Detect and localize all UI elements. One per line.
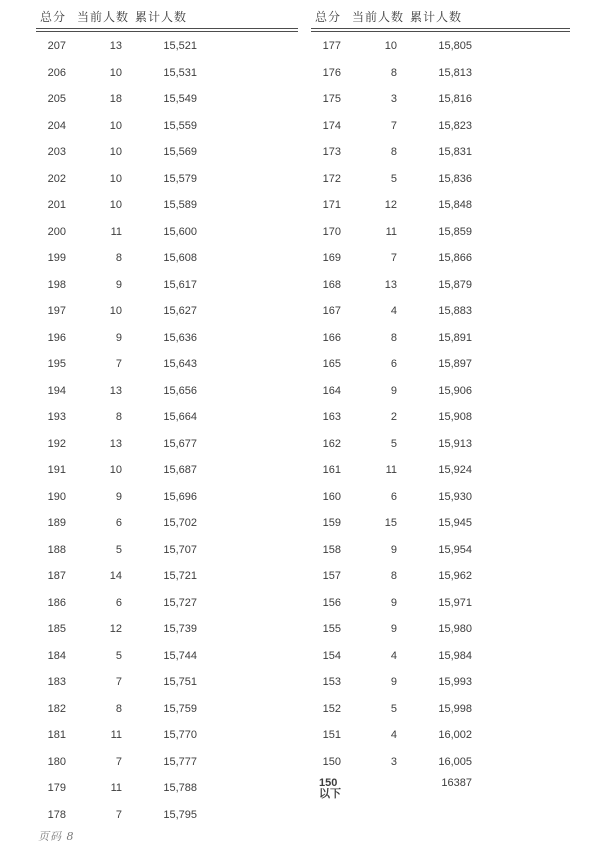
column-header-cumulative-count: 累计人数 — [135, 10, 188, 24]
table-row — [311, 537, 570, 564]
column-header-score: 总分 — [315, 10, 342, 24]
cumulative-count-cell: 15,816 — [438, 93, 472, 106]
cumulative-count-cell: 16,005 — [438, 755, 472, 768]
cumulative-count-cell: 16,002 — [438, 729, 472, 742]
score-cell: 184 — [47, 649, 66, 662]
score-cell: 160 — [322, 490, 341, 503]
cumulative-count-cell: 15,823 — [438, 119, 472, 132]
current-count-cell: 5 — [115, 649, 122, 662]
current-count-cell: 10 — [109, 146, 122, 159]
current-count-cell: 10 — [109, 119, 122, 132]
table-row — [311, 590, 570, 617]
table-row — [311, 245, 570, 272]
cumulative-count-cell: 15,945 — [438, 517, 472, 530]
table-row — [311, 431, 570, 458]
table-row — [36, 484, 298, 511]
score-cell: 174 — [322, 119, 341, 132]
current-count-cell: 8 — [390, 146, 397, 159]
current-count-cell: 11 — [110, 225, 122, 238]
score-cell: 192 — [47, 437, 66, 450]
score-cell: 150 — [322, 755, 341, 768]
table-row — [36, 537, 298, 564]
cumulative-count-cell: 15,908 — [438, 411, 472, 424]
score-cell: 190 — [47, 490, 66, 503]
score-cell: 206 — [47, 66, 66, 79]
current-count-cell: 10 — [109, 66, 122, 79]
score-cell: 168 — [322, 278, 341, 291]
score-cell: 202 — [47, 172, 66, 185]
column-header-current-count: 当前人数 — [352, 10, 405, 24]
current-count-cell: 7 — [115, 808, 122, 821]
score-cell: 171 — [322, 199, 341, 212]
table-row — [36, 722, 298, 749]
table-row — [36, 431, 298, 458]
cumulative-count-cell: 15,677 — [163, 437, 197, 450]
current-count-cell: 3 — [390, 93, 397, 106]
score-cell: 179 — [47, 782, 66, 795]
current-count-cell: 9 — [390, 676, 397, 689]
table-row — [36, 378, 298, 405]
score-cell: 187 — [47, 570, 66, 583]
current-count-cell: 13 — [109, 384, 122, 397]
table-row — [311, 272, 570, 299]
score-cell: 182 — [47, 702, 66, 715]
table-row — [36, 802, 298, 829]
table-row — [311, 378, 570, 405]
score-cell: 185 — [47, 623, 66, 636]
score-cell: 150以下 — [319, 777, 341, 800]
cumulative-count-cell: 15,924 — [438, 464, 472, 477]
table-row — [311, 219, 570, 246]
score-cell: 162 — [322, 437, 341, 450]
score-cell: 166 — [322, 331, 341, 344]
score-cell: 153 — [322, 676, 341, 689]
score-table-right — [311, 6, 570, 800]
table-body-left — [36, 32, 298, 828]
table-row — [36, 590, 298, 617]
score-cell: 173 — [322, 146, 341, 159]
current-count-cell: 8 — [115, 411, 122, 424]
table-row — [36, 33, 298, 60]
current-count-cell: 14 — [109, 570, 122, 583]
current-count-cell: 13 — [384, 278, 397, 291]
current-count-cell: 9 — [390, 623, 397, 636]
score-cell: 207 — [47, 40, 66, 53]
cumulative-count-cell: 15,813 — [438, 66, 472, 79]
table-row — [311, 33, 570, 60]
table-row — [311, 325, 570, 352]
score-cell: 172 — [322, 172, 341, 185]
current-count-cell: 13 — [109, 437, 122, 450]
table-row — [311, 86, 570, 113]
table-row — [36, 245, 298, 272]
score-cell: 158 — [322, 543, 341, 556]
score-cell: 188 — [47, 543, 66, 556]
score-cell: 175 — [322, 93, 341, 106]
table-row — [311, 510, 570, 537]
score-cell: 197 — [47, 305, 66, 318]
score-cell: 186 — [47, 596, 66, 609]
cumulative-count-cell: 15,962 — [438, 570, 472, 583]
score-cell: 163 — [322, 411, 341, 424]
table-body-right — [311, 32, 570, 775]
current-count-cell: 9 — [115, 331, 122, 344]
table-row — [36, 457, 298, 484]
cumulative-count-cell: 15,751 — [163, 676, 197, 689]
table-row — [36, 775, 298, 802]
cumulative-count-cell: 15,891 — [438, 331, 472, 344]
score-cell: 152 — [322, 702, 341, 715]
cumulative-count-cell: 15,795 — [163, 808, 197, 821]
current-count-cell: 10 — [109, 464, 122, 477]
score-cell: 196 — [47, 331, 66, 344]
cumulative-count-cell: 15,608 — [163, 252, 197, 265]
current-count-cell: 8 — [390, 331, 397, 344]
cumulative-count-cell: 15,971 — [438, 596, 472, 609]
score-cell: 189 — [47, 517, 66, 530]
column-header-cumulative-count: 累计人数 — [410, 10, 463, 24]
current-count-cell: 7 — [390, 252, 397, 265]
score-cell: 170 — [322, 225, 341, 238]
score-cell: 195 — [47, 358, 66, 371]
cumulative-count-cell: 15,687 — [163, 464, 197, 477]
score-cell: 204 — [47, 119, 66, 132]
table-row — [311, 404, 570, 431]
column-header-current-count: 当前人数 — [77, 10, 130, 24]
column-header-score: 总分 — [40, 10, 67, 24]
current-count-cell: 15 — [384, 517, 397, 530]
cumulative-count-cell: 15,589 — [163, 199, 197, 212]
score-cell: 177 — [322, 40, 341, 53]
table-row — [36, 696, 298, 723]
cumulative-count-cell: 15,600 — [163, 225, 197, 238]
score-cell: 193 — [47, 411, 66, 424]
cumulative-count-cell: 15,993 — [438, 676, 472, 689]
score-cell: 169 — [322, 252, 341, 265]
table-row — [311, 749, 570, 776]
page-number-footer: 页码 8 — [38, 830, 75, 843]
current-count-cell: 3 — [390, 755, 397, 768]
score-cell: 157 — [322, 570, 341, 583]
current-count-cell: 8 — [115, 702, 122, 715]
table-row — [311, 563, 570, 590]
table-row — [36, 298, 298, 325]
table-row — [311, 457, 570, 484]
score-cell: 200 — [47, 225, 66, 238]
table-row — [36, 86, 298, 113]
table-row — [311, 298, 570, 325]
current-count-cell: 9 — [115, 278, 122, 291]
score-cell: 191 — [47, 464, 66, 477]
current-count-cell: 11 — [110, 782, 122, 795]
score-cell: 205 — [47, 93, 66, 106]
table-row — [36, 643, 298, 670]
cumulative-count-cell: 15,569 — [163, 146, 197, 159]
cumulative-count-cell: 15,559 — [163, 119, 197, 132]
score-cell: 167 — [322, 305, 341, 318]
cumulative-count-cell: 15,984 — [438, 649, 472, 662]
table-row — [36, 616, 298, 643]
cumulative-count-cell: 15,906 — [438, 384, 472, 397]
cumulative-count-cell: 15,883 — [438, 305, 472, 318]
current-count-cell: 10 — [384, 40, 397, 53]
current-count-cell: 6 — [390, 358, 397, 371]
table-row — [36, 272, 298, 299]
current-count-cell: 9 — [115, 490, 122, 503]
cumulative-count-cell: 15,777 — [163, 755, 197, 768]
cumulative-count-cell: 15,696 — [163, 490, 197, 503]
current-count-cell: 11 — [385, 225, 397, 238]
current-count-cell: 10 — [109, 172, 122, 185]
current-count-cell: 6 — [390, 490, 397, 503]
current-count-cell: 7 — [115, 755, 122, 768]
score-table-left — [36, 6, 298, 828]
score-cell: 203 — [47, 146, 66, 159]
current-count-cell: 6 — [115, 517, 122, 530]
table-row — [36, 404, 298, 431]
table-row — [311, 669, 570, 696]
cumulative-count-cell: 15,954 — [438, 543, 472, 556]
score-cell: 154 — [322, 649, 341, 662]
current-count-cell: 10 — [109, 199, 122, 212]
cumulative-count-cell: 15,879 — [438, 278, 472, 291]
table-row — [36, 563, 298, 590]
cumulative-count-cell: 15,805 — [438, 40, 472, 53]
table-row — [311, 351, 570, 378]
table-row — [311, 484, 570, 511]
cumulative-count-cell: 15,727 — [163, 596, 197, 609]
current-count-cell: 9 — [390, 543, 397, 556]
current-count-cell: 5 — [390, 437, 397, 450]
current-count-cell: 5 — [390, 172, 397, 185]
table-row — [311, 139, 570, 166]
current-count-cell: 4 — [390, 729, 397, 742]
score-cell: 165 — [322, 358, 341, 371]
table-row — [311, 696, 570, 723]
score-cell: 194 — [47, 384, 66, 397]
current-count-cell: 12 — [109, 623, 122, 636]
table-header-right — [311, 6, 570, 28]
current-count-cell: 13 — [109, 40, 122, 53]
current-count-cell: 12 — [384, 199, 397, 212]
cumulative-count-cell: 16387 — [441, 777, 472, 789]
cumulative-count-cell: 15,521 — [163, 40, 197, 53]
table-row — [36, 351, 298, 378]
current-count-cell: 4 — [390, 649, 397, 662]
cumulative-count-cell: 15,627 — [163, 305, 197, 318]
score-cell: 183 — [47, 676, 66, 689]
current-count-cell: 11 — [385, 464, 397, 477]
score-cell: 199 — [47, 252, 66, 265]
table-row — [311, 166, 570, 193]
current-count-cell: 11 — [110, 729, 122, 742]
current-count-cell: 18 — [109, 93, 122, 106]
score-cell: 201 — [47, 199, 66, 212]
current-count-cell: 6 — [115, 596, 122, 609]
current-count-cell: 9 — [390, 384, 397, 397]
table-row — [36, 669, 298, 696]
current-count-cell: 7 — [115, 676, 122, 689]
current-count-cell: 7 — [390, 119, 397, 132]
score-cell: 159 — [322, 517, 341, 530]
cumulative-count-cell: 15,656 — [163, 384, 197, 397]
cumulative-count-cell: 15,643 — [163, 358, 197, 371]
current-count-cell: 8 — [390, 570, 397, 583]
table-row — [36, 192, 298, 219]
cumulative-count-cell: 15,866 — [438, 252, 472, 265]
table-row — [36, 113, 298, 140]
cumulative-count-cell: 15,770 — [163, 729, 197, 742]
current-count-cell: 9 — [390, 596, 397, 609]
cumulative-count-cell: 15,702 — [163, 517, 197, 530]
table-row — [311, 192, 570, 219]
table-row — [36, 749, 298, 776]
score-cell: 178 — [47, 808, 66, 821]
cumulative-count-cell: 15,836 — [438, 172, 472, 185]
cumulative-count-cell: 15,664 — [163, 411, 197, 424]
table-row — [36, 60, 298, 87]
cumulative-count-cell: 15,788 — [163, 782, 197, 795]
current-count-cell: 5 — [115, 543, 122, 556]
score-cell: 176 — [322, 66, 341, 79]
score-cell: 180 — [47, 755, 66, 768]
cumulative-count-cell: 15,531 — [163, 66, 197, 79]
cumulative-count-cell: 15,739 — [163, 623, 197, 636]
current-count-cell: 5 — [390, 702, 397, 715]
cumulative-count-cell: 15,579 — [163, 172, 197, 185]
table-row — [36, 139, 298, 166]
score-cell: 155 — [322, 623, 341, 636]
table-row — [36, 510, 298, 537]
score-cell: 198 — [47, 278, 66, 291]
cumulative-count-cell: 15,980 — [438, 623, 472, 636]
cumulative-count-cell: 15,707 — [163, 543, 197, 556]
table-row — [311, 113, 570, 140]
score-cell: 181 — [47, 729, 66, 742]
table-row — [311, 60, 570, 87]
current-count-cell: 8 — [390, 66, 397, 79]
table-row — [36, 325, 298, 352]
table-row — [36, 166, 298, 193]
cumulative-count-cell: 15,759 — [163, 702, 197, 715]
cumulative-count-cell: 15,721 — [163, 570, 197, 583]
cumulative-count-cell: 15,859 — [438, 225, 472, 238]
current-count-cell: 2 — [390, 411, 397, 424]
cumulative-count-cell: 15,930 — [438, 490, 472, 503]
table-row — [311, 616, 570, 643]
score-cell: 151 — [322, 729, 341, 742]
cumulative-count-cell: 15,636 — [163, 331, 197, 344]
cumulative-count-cell: 15,998 — [438, 702, 472, 715]
current-count-cell: 7 — [115, 358, 122, 371]
score-cell: 161 — [322, 464, 341, 477]
current-count-cell: 4 — [390, 305, 397, 318]
cumulative-count-cell: 15,913 — [438, 437, 472, 450]
cumulative-count-cell: 15,549 — [163, 93, 197, 106]
score-cell: 156 — [322, 596, 341, 609]
cumulative-count-cell: 15,744 — [163, 649, 197, 662]
current-count-cell: 10 — [109, 305, 122, 318]
cumulative-count-cell: 15,897 — [438, 358, 472, 371]
cumulative-count-cell: 15,617 — [163, 278, 197, 291]
current-count-cell: 8 — [115, 252, 122, 265]
table-row — [311, 722, 570, 749]
cumulative-count-cell: 15,831 — [438, 146, 472, 159]
table-row — [311, 643, 570, 670]
score-cell: 164 — [322, 384, 341, 397]
cumulative-count-cell: 15,848 — [438, 199, 472, 212]
table-header-left — [36, 6, 298, 28]
table-row — [36, 219, 298, 246]
table-row-150-and-below — [311, 778, 570, 800]
